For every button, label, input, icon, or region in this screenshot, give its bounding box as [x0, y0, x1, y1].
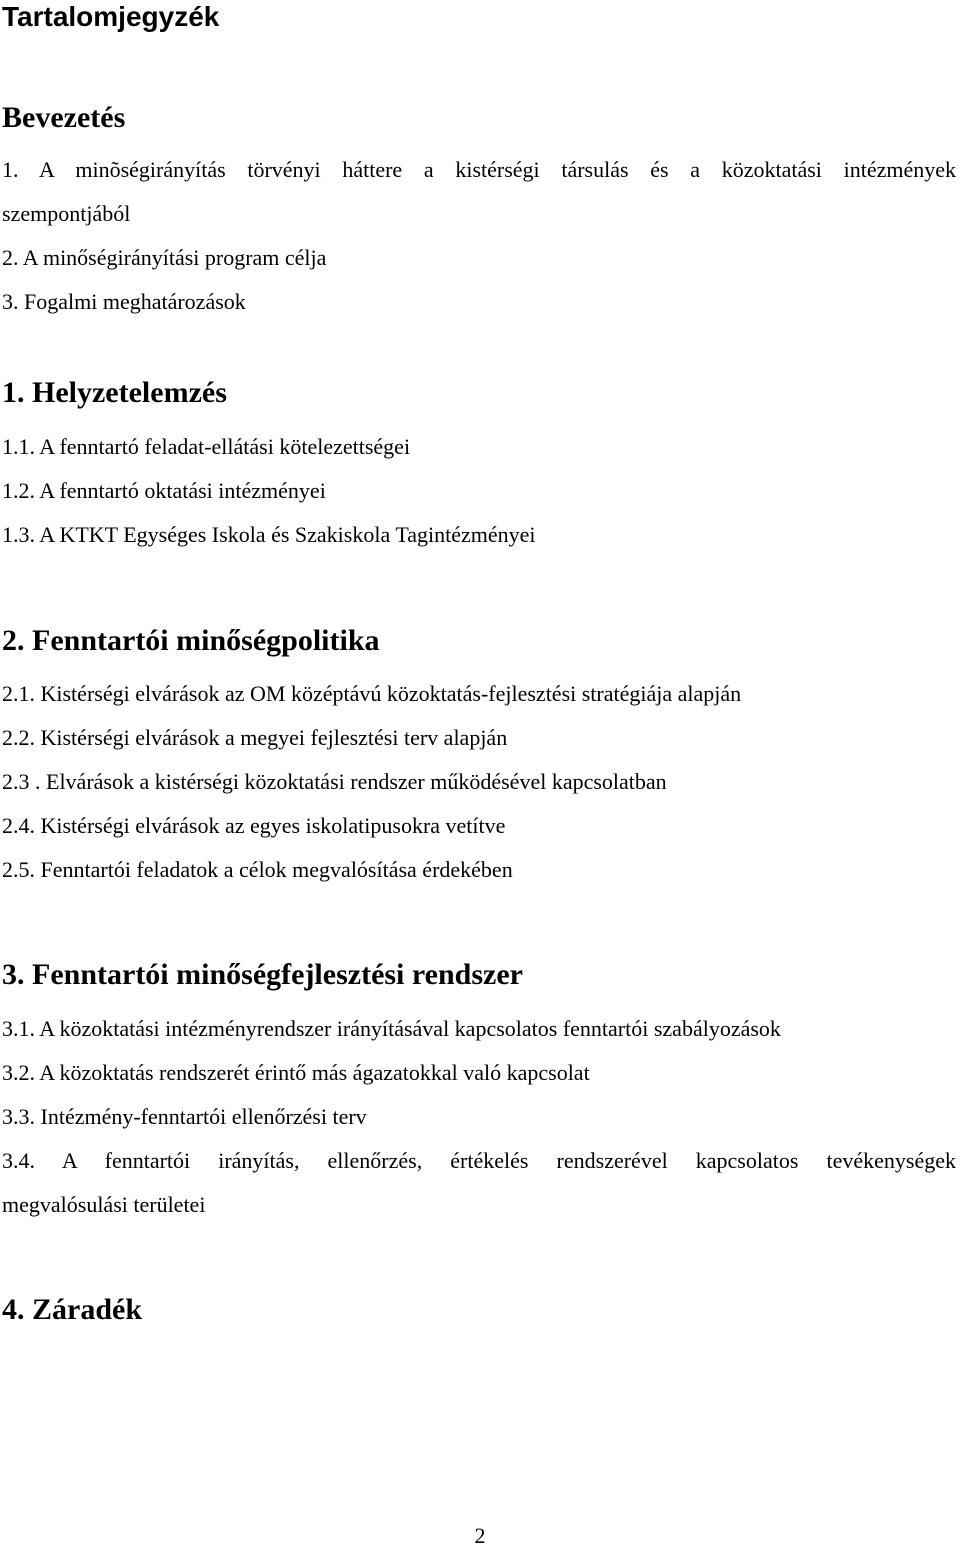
- toc-item-1-1: 1.1. A fenntartó feladat-ellátási kötelezettségei: [2, 434, 411, 459]
- section-heading-bevezetes: Bevezetés: [2, 101, 126, 134]
- toc-item-3-4-line1: 3.4. A fenntartói irányítás, ellenőrzés, értékelés rendszerével kapcsolatos tevékenységek: [2, 1148, 956, 1173]
- toc-item-3-2: 3.2. A közoktatás rendszerét érintő más ágazatokkal való kapcsolat: [2, 1060, 590, 1085]
- toc-item-2-5: 2.5. Fenntartói feladatok a célok megvalósítása érdekében: [2, 857, 513, 882]
- section-heading-1: 1. Helyzetelemzés: [2, 376, 227, 409]
- toc-item-2-2: 2.2. Kistérségi elvárások a megyei fejlesztési terv alapján: [2, 725, 508, 750]
- page-number: 2: [474, 1523, 486, 1548]
- toc-item-intro-1-line1: 1. A minõségirányítás törvényi háttere a kistérségi társulás és a közoktatási intézmények: [2, 157, 956, 182]
- toc-item-2-1: 2.1. Kistérségi elvárások az OM középtávú közoktatás-fejlesztési stratégiája alapján: [2, 681, 742, 706]
- toc-item-2-3: 2.3 . Elvárások a kistérségi közoktatási rendszer működésével kapcsolatban: [2, 769, 667, 794]
- section-heading-4: 4. Záradék: [2, 1293, 143, 1326]
- section-heading-2: 2. Fenntartói minőségpolitika: [2, 624, 380, 657]
- toc-item-3-1: 3.1. A közoktatási intézményrendszer irányításával kapcsolatos fenntartói szabályozások: [2, 1016, 781, 1041]
- toc-item-intro-3: 3. Fogalmi meghatározások: [2, 289, 246, 314]
- toc-item-1-3: 1.3. A KTKT Egységes Iskola és Szakiskola Tagintézményei: [2, 522, 536, 547]
- toc-item-intro-1-line2: szempontjából: [2, 201, 131, 226]
- toc-item-3-4-line2: megvalósulási területei: [2, 1192, 206, 1217]
- toc-item-2-4: 2.4. Kistérségi elvárások az egyes iskolatipusokra vetítve: [2, 813, 506, 838]
- toc-item-intro-2: 2. A minőségirányítási program célja: [2, 245, 327, 270]
- toc-item-3-3: 3.3. Intézmény-fenntartói ellenőrzési terv: [2, 1104, 367, 1129]
- toc-item-1-2: 1.2. A fenntartó oktatási intézményei: [2, 478, 326, 503]
- section-heading-3: 3. Fenntartói minőségfejlesztési rendszer: [2, 958, 523, 991]
- document-title: Tartalomjegyzék: [2, 1, 220, 32]
